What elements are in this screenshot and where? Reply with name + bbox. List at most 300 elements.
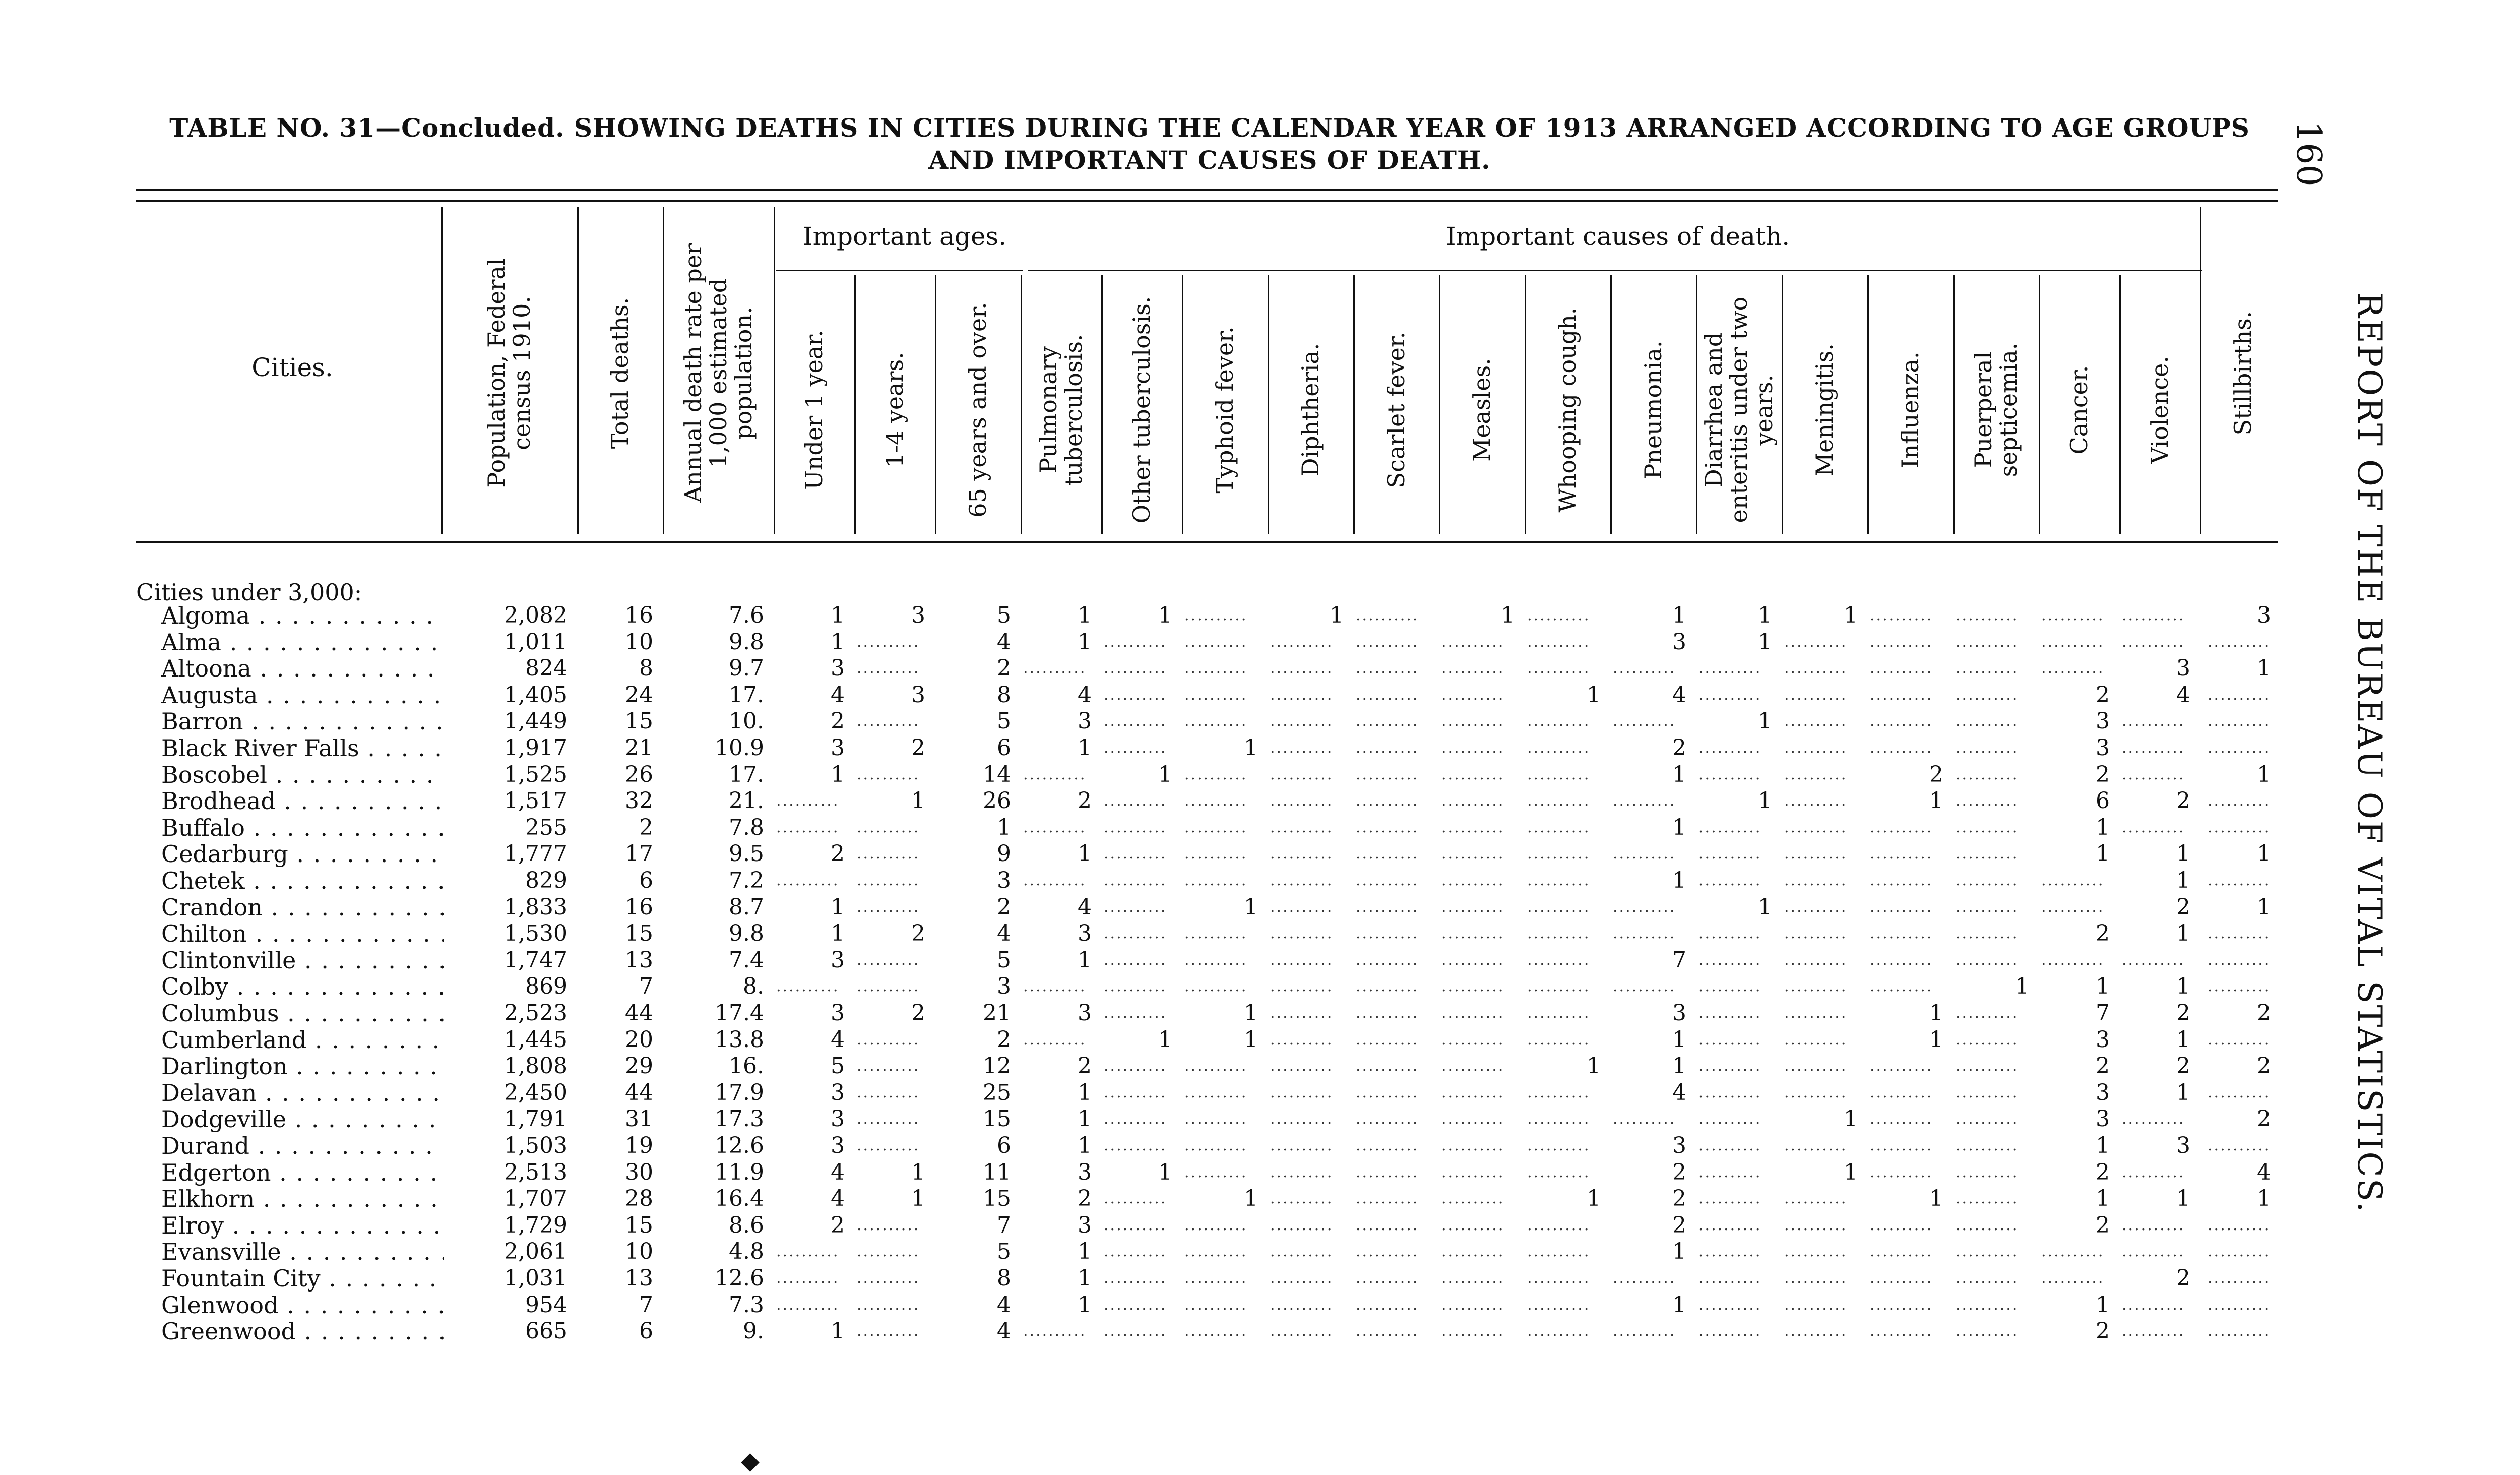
cell-can: 2 — [2096, 682, 2110, 708]
cell-leader: .......... — [1184, 1243, 1248, 1261]
cell-leader: .......... — [1784, 1269, 1848, 1287]
cell-total: 44 — [625, 1000, 653, 1026]
cell-leader: .......... — [2122, 765, 2185, 783]
cell-leader: .......... — [1956, 765, 2019, 783]
cell-leader: .......... — [1441, 845, 1505, 863]
cell-leader: .......... — [1870, 1163, 1933, 1181]
cell-pop: 1,707 — [504, 1186, 568, 1212]
cell-pne: 2 — [1672, 1159, 1686, 1185]
cell-can: 1 — [2096, 841, 2110, 867]
cell-total: 26 — [625, 761, 653, 787]
cell-u1: 3 — [831, 947, 845, 973]
table-row — [0, 682, 2520, 709]
cell-leader: .......... — [1698, 1137, 1762, 1154]
cell-leader: .......... — [1270, 1296, 1334, 1314]
cell-leader: .......... — [2041, 898, 2105, 916]
cell-leader: .......... — [1527, 1030, 1591, 1049]
cell-leader: .......... — [1356, 1322, 1419, 1340]
cell-leader: .......... — [1441, 792, 1505, 810]
cell-leader: .......... — [1184, 872, 1248, 889]
cell-leader: .......... — [1956, 1322, 2019, 1340]
cell-pop: 1,405 — [504, 682, 568, 708]
cell-pop: 1,445 — [504, 1026, 568, 1053]
cell-leader: .......... — [1104, 872, 1167, 889]
column-divider — [1696, 275, 1697, 534]
col-header-label: Meningitis. — [1811, 343, 1838, 476]
cell-leader: .......... — [857, 845, 920, 863]
cell-leader: .......... — [1441, 712, 1505, 730]
col-header-label: Annual death rate per 1,000 estimated population. — [679, 243, 757, 503]
cell-leader: .......... — [1184, 659, 1248, 678]
cell-dia: 1 — [1758, 894, 1772, 920]
column-divider — [1953, 275, 1955, 534]
cell-dia: 1 — [1758, 788, 1772, 814]
cell-pop: 1,747 — [504, 947, 568, 973]
cell-leader: .......... — [1527, 1137, 1591, 1154]
cell-leader: .......... — [1956, 712, 2019, 730]
cell-ptb: 3 — [1078, 1000, 1092, 1026]
cell-leader: .......... — [1870, 1322, 1933, 1340]
cell-can: 3 — [2096, 708, 2110, 734]
cell-leader: .......... — [1270, 1137, 1334, 1154]
cell-inf: 2 — [1929, 761, 1943, 787]
cell-leader: .......... — [1441, 1057, 1505, 1075]
cell-leader: .......... — [1104, 898, 1167, 916]
cell-inf: 1 — [1929, 1026, 1943, 1053]
cell-leader: .......... — [1870, 1110, 1933, 1128]
cell-a65: 6 — [997, 1133, 1011, 1158]
column-divider — [577, 207, 579, 534]
row-city: Brodhead . . . — [161, 788, 444, 814]
cell-leader: .......... — [1270, 792, 1334, 810]
cell-leader: .......... — [1956, 1296, 2019, 1314]
cell-leader: .......... — [1613, 792, 1676, 810]
cell-pne: 1 — [1672, 868, 1686, 893]
cell-a65: 15 — [983, 1106, 1011, 1132]
cell-a65: 4 — [997, 1292, 1011, 1318]
cell-a65: 2 — [997, 655, 1011, 682]
cell-leader: .......... — [2208, 1137, 2271, 1154]
cell-leader: .......... — [1870, 1216, 1933, 1234]
cell-leader: .......... — [1270, 1243, 1334, 1261]
cell-pop: 1,503 — [504, 1133, 568, 1158]
cell-leader: .......... — [1870, 633, 1933, 651]
cell-leader: .......... — [1184, 1322, 1248, 1340]
cell-leader: .......... — [1270, 1163, 1334, 1181]
cell-a65: 25 — [983, 1079, 1011, 1105]
cell-a65: 15 — [983, 1186, 1011, 1212]
cell-otb: 1 — [1158, 602, 1172, 628]
cell-leader: .......... — [1270, 765, 1334, 783]
cell-ptb: 4 — [1078, 682, 1092, 708]
cell-leader: .......... — [1613, 1110, 1676, 1128]
cell-leader: .......... — [1023, 818, 1087, 836]
cell-leader: .......... — [1956, 739, 2019, 757]
cell-leader: .......... — [1870, 1269, 1933, 1287]
cell-u1: 2 — [831, 708, 845, 734]
cell-leader: .......... — [1527, 1269, 1591, 1287]
cell-leader: .......... — [1441, 1322, 1505, 1340]
cell-vio: 2 — [2176, 1000, 2190, 1026]
cell-rate: 16.4 — [715, 1186, 764, 1212]
cell-pne: 1 — [1672, 814, 1686, 840]
col-header-label: Stillbirths. — [2229, 311, 2256, 436]
cell-inf: 1 — [1929, 788, 1943, 814]
row-city: Chilton . . . — [161, 920, 444, 947]
cell-leader: .......... — [2122, 739, 2185, 757]
cell-leader: .......... — [2208, 951, 2271, 969]
column-divider — [1101, 275, 1103, 534]
cell-pop: 1,530 — [504, 920, 568, 947]
cell-leader: .......... — [776, 818, 840, 836]
cell-sti: 1 — [2257, 841, 2271, 867]
cell-u1: 3 — [831, 1106, 845, 1132]
col-header-population — [444, 212, 575, 534]
cell-total: 7 — [639, 973, 653, 1000]
col-header-label: Whooping cough. — [1554, 307, 1581, 512]
cell-a14: 1 — [911, 788, 925, 814]
table-row — [0, 1000, 2520, 1027]
cell-ptb: 4 — [1078, 894, 1092, 920]
cell-rate: 9.8 — [729, 629, 764, 655]
cell-leader: .......... — [1870, 712, 1933, 730]
cell-leader: .......... — [857, 633, 920, 651]
cell-vio: 2 — [2176, 1265, 2190, 1291]
cell-u1: 4 — [831, 682, 845, 708]
cell-leader: .......... — [1104, 925, 1167, 943]
cell-leader: .......... — [1023, 977, 1087, 996]
cell-vio: 1 — [2176, 973, 2190, 1000]
cell-leader: .......... — [857, 712, 920, 730]
cell-leader: .......... — [1527, 1322, 1591, 1340]
cell-leader: .......... — [1184, 977, 1248, 996]
row-city: Elkhorn . . . — [161, 1186, 444, 1212]
cell-leader: .......... — [1784, 845, 1848, 863]
cell-can: 3 — [2096, 1106, 2110, 1132]
cell-mea: 1 — [1501, 602, 1515, 628]
cell-leader: .......... — [1784, 872, 1848, 889]
column-divider — [1525, 275, 1526, 534]
cell-rate: 17.4 — [715, 1000, 764, 1026]
table-row — [0, 1080, 2520, 1107]
cell-leader: .......... — [1870, 739, 1933, 757]
cell-pop: 2,523 — [504, 1000, 568, 1026]
col-header-whooping — [1527, 285, 1608, 534]
cell-sti: 3 — [2257, 602, 2271, 628]
cell-leader: .......... — [1870, 1057, 1933, 1075]
cell-ptb: 1 — [1078, 1133, 1092, 1158]
cell-leader: .......... — [2041, 1269, 2105, 1287]
cell-leader: .......... — [1613, 1322, 1676, 1340]
cell-leader: .......... — [1356, 686, 1419, 704]
cell-leader: .......... — [1184, 1137, 1248, 1154]
col-header-diphtheria — [1270, 285, 1351, 534]
cell-u1: 4 — [831, 1186, 845, 1212]
cell-ptb: 1 — [1078, 1239, 1092, 1265]
cell-pop: 829 — [525, 868, 568, 893]
cell-a14: 1 — [911, 1159, 925, 1185]
cell-a14: 2 — [911, 920, 925, 947]
cell-a14: 1 — [911, 1186, 925, 1212]
cell-leader: .......... — [776, 1269, 840, 1287]
cell-otb: 1 — [1158, 1159, 1172, 1185]
cell-pop: 2,082 — [504, 602, 568, 628]
cell-leader: .......... — [1698, 765, 1762, 783]
cell-sti: 2 — [2257, 1053, 2271, 1079]
cell-sti: 1 — [2257, 761, 2271, 787]
cell-leader: .......... — [1527, 659, 1591, 678]
cell-leader: .......... — [1441, 659, 1505, 678]
table-row — [0, 1159, 2520, 1186]
cell-leader: .......... — [1956, 1190, 2019, 1208]
cell-leader: .......... — [1356, 1004, 1419, 1022]
cell-leader: .......... — [1184, 818, 1248, 836]
cell-vio: 1 — [2176, 841, 2190, 867]
cell-leader: .......... — [1784, 1004, 1848, 1022]
cell-leader: .......... — [857, 1057, 920, 1075]
cell-leader: .......... — [1441, 898, 1505, 916]
cell-vio: 2 — [2176, 894, 2190, 920]
cell-leader: .......... — [1184, 792, 1248, 810]
cell-leader: .......... — [1956, 606, 2019, 624]
cell-typ: 1 — [1244, 1000, 1258, 1026]
table-row — [0, 868, 2520, 894]
cell-sti: 1 — [2257, 894, 2271, 920]
cell-leader: .......... — [1698, 686, 1762, 704]
cell-pne: 1 — [1672, 1053, 1686, 1079]
col-header-violence — [2122, 285, 2197, 534]
cell-rate: 8.7 — [729, 894, 764, 920]
cell-leader: .......... — [1356, 1137, 1419, 1154]
cell-otb: 1 — [1158, 761, 1172, 787]
cell-u1: 3 — [831, 1133, 845, 1158]
cell-pop: 1,791 — [504, 1106, 568, 1132]
col-header-label: Typhoid fever. — [1211, 326, 1238, 494]
cell-leader: .......... — [776, 977, 840, 996]
cell-pop: 869 — [525, 973, 568, 1000]
cell-can: 2 — [2096, 1159, 2110, 1185]
cell-u1: 1 — [831, 602, 845, 628]
cell-a65: 11 — [983, 1159, 1011, 1185]
col-header-label: Pneumonia. — [1640, 340, 1667, 479]
cell-leader: .......... — [1270, 1057, 1334, 1075]
cell-typ: 1 — [1244, 894, 1258, 920]
cell-leader: .......... — [1956, 872, 2019, 889]
cell-leader: .......... — [1698, 977, 1762, 996]
cell-leader: .......... — [1356, 739, 1419, 757]
cell-a65: 4 — [997, 1318, 1011, 1344]
column-divider — [1021, 275, 1022, 534]
cell-total: 7 — [639, 1292, 653, 1318]
row-city: Black River Falls . . . — [161, 735, 444, 761]
cell-leader: .......... — [2122, 1163, 2185, 1181]
cell-leader: .......... — [1870, 977, 1933, 996]
cell-leader: .......... — [1104, 792, 1167, 810]
cell-leader: .......... — [1441, 1269, 1505, 1287]
cell-a65: 5 — [997, 708, 1011, 734]
cell-a65: 26 — [983, 788, 1011, 814]
cell-vio: 3 — [2176, 1133, 2190, 1158]
cell-pne: 1 — [1672, 1239, 1686, 1265]
cell-leader: .......... — [1184, 1057, 1248, 1075]
cell-leader: .......... — [1270, 686, 1334, 704]
cell-leader: .......... — [1956, 1110, 2019, 1128]
table-row — [0, 602, 2520, 629]
table-title — [131, 112, 2288, 176]
cell-leader: .......... — [1784, 739, 1848, 757]
cell-leader: .......... — [1104, 1322, 1167, 1340]
cell-leader: .......... — [1784, 659, 1848, 678]
cell-pne: 3 — [1672, 1000, 1686, 1026]
cell-leader: .......... — [1441, 872, 1505, 889]
cell-leader: .......... — [1527, 1216, 1591, 1234]
cell-leader: .......... — [2041, 951, 2105, 969]
cell-leader: .......... — [1956, 1137, 2019, 1154]
cell-leader: .......... — [1270, 1030, 1334, 1049]
cell-rate: 9.7 — [729, 655, 764, 682]
cell-total: 29 — [625, 1053, 653, 1079]
cell-leader: .......... — [1870, 686, 1933, 704]
cell-leader: .......... — [1698, 951, 1762, 969]
cell-total: 44 — [625, 1079, 653, 1105]
col-header-other-tb — [1104, 285, 1179, 534]
cell-pop: 1,031 — [504, 1265, 568, 1291]
cell-leader: .......... — [1184, 1163, 1248, 1181]
cell-leader: .......... — [1104, 1057, 1167, 1075]
cell-leader: .......... — [1870, 659, 1933, 678]
col-header-label: Total deaths. — [606, 297, 634, 449]
cell-leader: .......... — [1956, 1216, 2019, 1234]
cell-leader: .......... — [1441, 686, 1505, 704]
cell-vio: 2 — [2176, 788, 2190, 814]
cell-total: 20 — [625, 1026, 653, 1053]
cell-leader: .......... — [857, 1322, 920, 1340]
cell-leader: .......... — [1698, 739, 1762, 757]
cell-leader: .......... — [857, 898, 920, 916]
cell-leader: .......... — [1784, 898, 1848, 916]
cell-leader: .......... — [1527, 818, 1591, 836]
cell-leader: .......... — [1956, 1243, 2019, 1261]
cell-leader: .......... — [1023, 659, 1087, 678]
cell-leader: .......... — [1698, 872, 1762, 889]
col-header-total-deaths — [580, 212, 660, 534]
header-double-rule — [136, 189, 2278, 202]
cell-total: 8 — [639, 655, 653, 682]
cell-can: 7 — [2096, 1000, 2110, 1026]
cell-u1: 4 — [831, 1026, 845, 1053]
cell-a65: 8 — [997, 1265, 1011, 1291]
table-row — [0, 1053, 2520, 1080]
cell-leader: .......... — [1270, 951, 1334, 969]
cell-leader: .......... — [2208, 1296, 2271, 1314]
cell-leader: .......... — [1356, 845, 1419, 863]
cell-a65: 1 — [997, 814, 1011, 840]
cell-can: 1 — [2096, 973, 2110, 1000]
cell-leader: .......... — [1270, 1190, 1334, 1208]
cell-leader: .......... — [1184, 765, 1248, 783]
cell-leader: .......... — [1356, 792, 1419, 810]
cell-inf: 1 — [1929, 1000, 1943, 1026]
cell-leader: .......... — [1104, 1296, 1167, 1314]
cell-leader: .......... — [1527, 977, 1591, 996]
cell-otb: 1 — [1158, 1026, 1172, 1053]
row-city: Barron . . . — [161, 708, 444, 734]
cell-leader: .......... — [1023, 1322, 1087, 1340]
cell-a65: 5 — [997, 947, 1011, 973]
cell-u1: 3 — [831, 735, 845, 761]
cell-leader: .......... — [1698, 1163, 1762, 1181]
row-city: Durand . . . — [161, 1133, 444, 1159]
cell-rate: 17. — [729, 761, 764, 787]
row-city: Colby . . . — [161, 973, 444, 1000]
cell-pop: 1,729 — [504, 1212, 568, 1238]
table-row — [0, 655, 2520, 682]
cell-total: 16 — [625, 602, 653, 628]
cell-leader: .......... — [2122, 712, 2185, 730]
cell-leader: .......... — [1698, 1296, 1762, 1314]
cell-leader: .......... — [1956, 659, 2019, 678]
cell-leader: .......... — [1698, 1269, 1762, 1287]
cell-leader: .......... — [1870, 606, 1933, 624]
title-line-1: TABLE NO. 31—Concluded. SHOWING DEATHS IN CITIES DURING THE CALENDAR YEAR OF 1913 ARRANGED ACCORDING TO AGE GROUPS — [169, 113, 2250, 143]
cell-leader: .......... — [1956, 818, 2019, 836]
cell-a14: 3 — [911, 682, 925, 708]
table-row — [0, 788, 2520, 815]
printer-mark-icon: ◆ — [741, 1447, 760, 1475]
cell-leader: .......... — [1356, 1110, 1419, 1128]
cell-total: 6 — [639, 1318, 653, 1344]
cell-pne: 1 — [1672, 761, 1686, 787]
cell-leader: .......... — [1270, 659, 1334, 678]
cell-can: 3 — [2096, 1026, 2110, 1053]
cell-u1: 3 — [831, 1000, 845, 1026]
cell-rate: 9.8 — [729, 920, 764, 947]
row-city: Delavan . . . — [161, 1080, 444, 1106]
cell-leader: .......... — [1441, 1137, 1505, 1154]
cell-leader: .......... — [1441, 818, 1505, 836]
cell-ptb: 1 — [1078, 602, 1092, 628]
cell-ptb: 1 — [1078, 1265, 1092, 1291]
col-header-label: Diarrhea and enteritis under two years. — [1700, 296, 1778, 523]
cell-leader: .......... — [1441, 925, 1505, 943]
cell-typ: 1 — [1244, 1186, 1258, 1212]
cell-pop: 1,525 — [504, 761, 568, 787]
cell-can: 1 — [2096, 1186, 2110, 1212]
cell-leader: .......... — [1270, 925, 1334, 943]
cell-can: 2 — [2096, 761, 2110, 787]
cell-can: 3 — [2096, 1079, 2110, 1105]
cell-ptb: 2 — [1078, 1053, 1092, 1079]
cell-leader: .......... — [1184, 1216, 1248, 1234]
cell-leader: .......... — [1870, 1083, 1933, 1101]
cell-leader: .......... — [1784, 1137, 1848, 1154]
col-header-cities: Cities. — [251, 353, 333, 382]
cell-total: 21 — [625, 735, 653, 761]
col-header-measles — [1441, 285, 1522, 534]
row-city: Altoona . . . — [161, 655, 444, 682]
table-row — [0, 1106, 2520, 1133]
cell-leader: .......... — [857, 1030, 920, 1049]
table-row — [0, 1265, 2520, 1292]
cell-pne: 7 — [1672, 947, 1686, 973]
column-divider — [1268, 275, 1269, 534]
cell-leader: .......... — [1184, 606, 1248, 624]
cell-pop: 665 — [525, 1318, 568, 1344]
cell-ptb: 1 — [1078, 735, 1092, 761]
cell-leader: .......... — [1184, 686, 1248, 704]
cell-leader: .......... — [2208, 1216, 2271, 1234]
cell-u1: 1 — [831, 1318, 845, 1344]
